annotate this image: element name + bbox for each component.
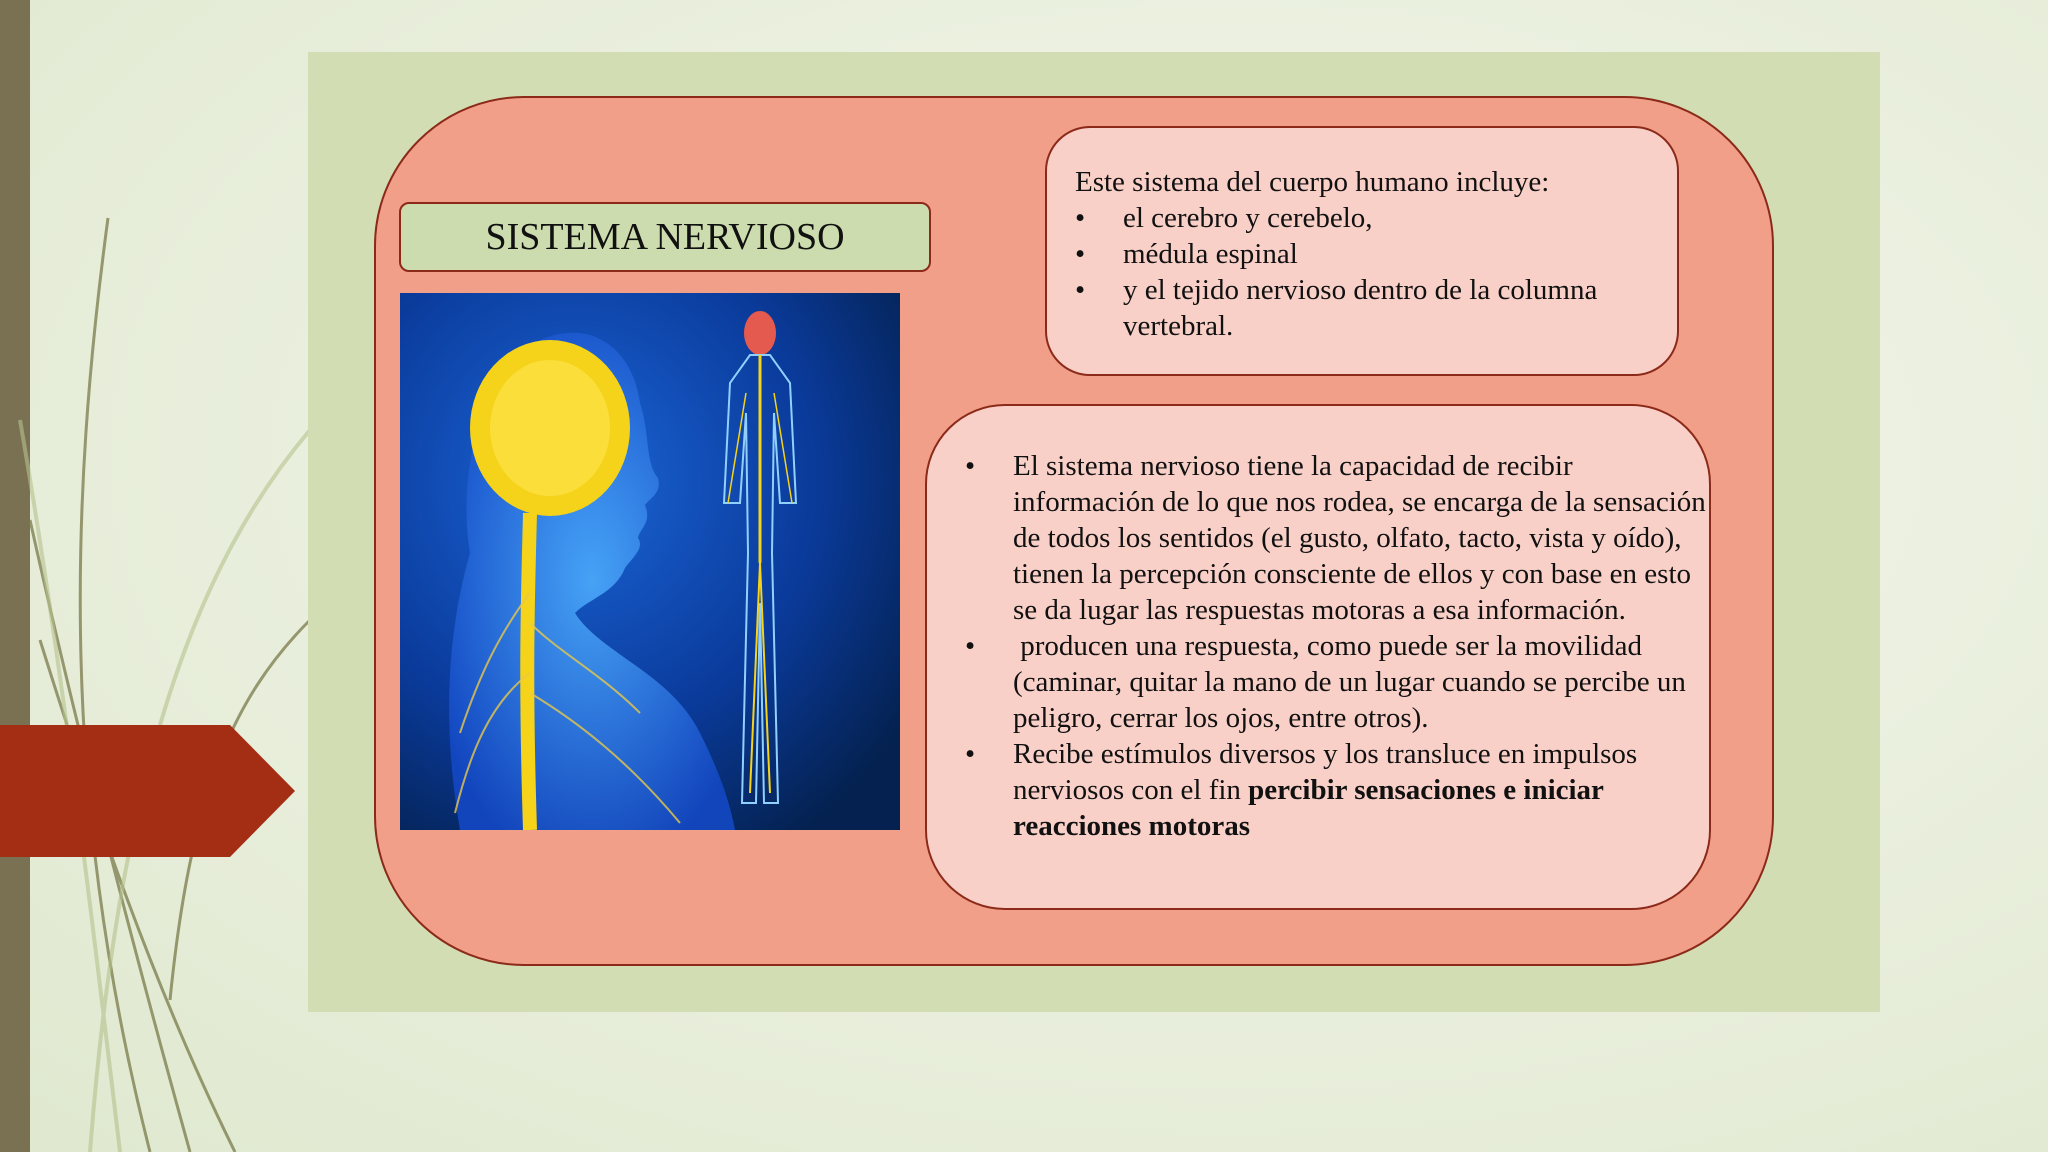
list-item: • y el tejido nervioso dentro de la columna vertebral. [1075, 272, 1677, 344]
includes-intro: Este sistema del cuerpo humano incluye: [1075, 166, 1550, 198]
nervous-system-illustration [400, 293, 900, 830]
includes-card [1045, 126, 1679, 376]
list-item: • producen una respuesta, como puede ser la movilidad (caminar, quitar la mano de un lugar cuando se percibe un peligro, cerrar los ojos, entre otros). [965, 628, 1709, 736]
slide-title: SISTEMA NERVIOSO [399, 202, 931, 272]
list-item [965, 736, 1709, 844]
functions-card [925, 404, 1711, 910]
list-item: • el cerebro y cerebelo, [1075, 200, 1677, 236]
functions-list [965, 448, 1709, 844]
list-item-text: Recibe estímulos diversos y los transluce en impulsos nerviosos con el fin [1013, 738, 1638, 806]
list-item: • médula espinal [1075, 236, 1677, 272]
includes-list [1075, 200, 1677, 344]
list-item-emphasis: percibir sensaciones e iniciar reacciones motoras [1013, 774, 1604, 842]
chevron-arrow-shape [0, 725, 295, 857]
decorative-grass-lines [0, 0, 320, 1152]
list-item: • El sistema nervioso tiene la capacidad de recibir información de lo que nos rodea, se encarga de la sensación de todos los sentidos (el gusto, olfato, tacto, vista y oído), tienen la percepción consciente de ellos y con base en esto se da lugar las respuestas motoras a esa información. [965, 448, 1709, 628]
